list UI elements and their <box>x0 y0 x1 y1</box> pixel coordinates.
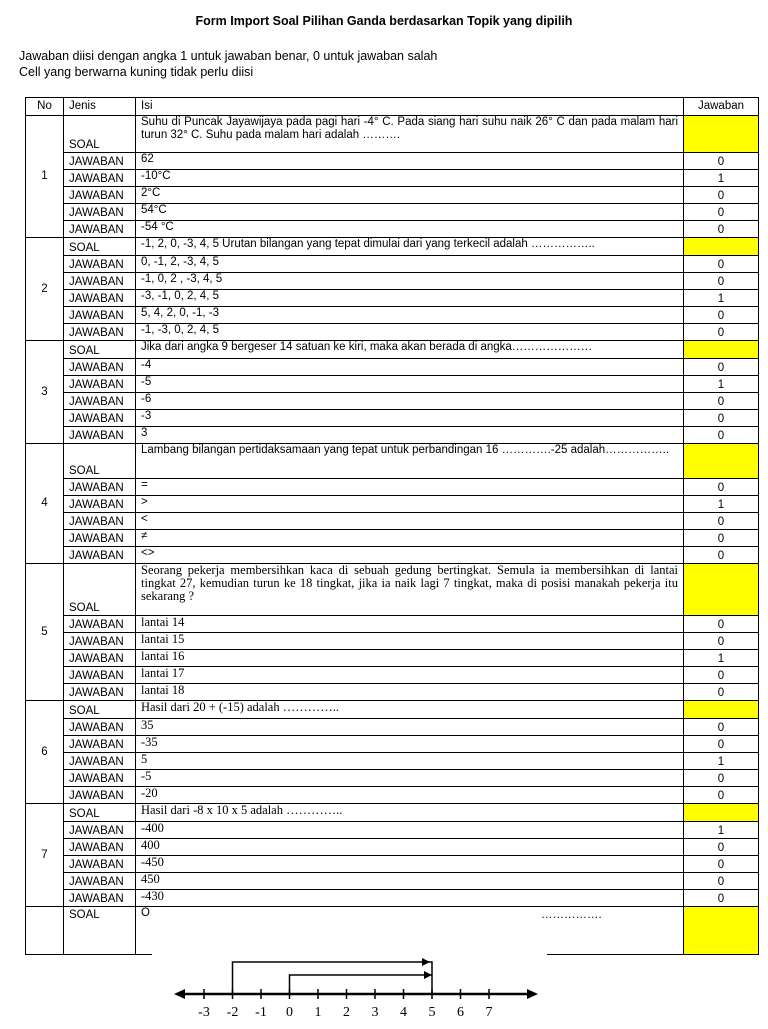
table-row <box>26 116 759 153</box>
answer-value[interactable]: 0 <box>684 547 759 564</box>
header-jenis: Jenis <box>64 98 136 116</box>
table-row <box>26 513 759 530</box>
answer-option-text[interactable]: > <box>136 496 684 513</box>
answer-option-text[interactable]: -430 <box>136 890 684 907</box>
table-row <box>26 341 759 359</box>
table-row <box>26 804 759 822</box>
table-row <box>26 170 759 187</box>
answer-value[interactable]: 0 <box>684 667 759 684</box>
axis-tick-label: 0 <box>286 1005 293 1020</box>
table-row <box>26 719 759 736</box>
table-row <box>26 667 759 684</box>
question-text-start: O <box>141 907 150 919</box>
row-type-label: JAWABAN <box>64 153 136 170</box>
table-row <box>26 359 759 376</box>
answer-option-text[interactable]: -5 <box>136 770 684 787</box>
answer-value[interactable]: 0 <box>684 856 759 873</box>
jump-arrowhead-inner <box>424 971 432 979</box>
header-no: No <box>26 98 64 116</box>
answer-option-text[interactable]: = <box>136 479 684 496</box>
row-type-label: JAWABAN <box>64 530 136 547</box>
answer-value[interactable]: 0 <box>684 513 759 530</box>
row-type-label: JAWABAN <box>64 667 136 684</box>
answer-option-text[interactable]: 5 <box>136 753 684 770</box>
answer-value[interactable]: 0 <box>684 633 759 650</box>
question-text[interactable]: Hasil dari -8 x 10 x 5 adalah ………….. <box>136 804 684 822</box>
question-text[interactable]: Jika dari angka 9 bergeser 14 satuan ke kiri, maka akan berada di angka………………… <box>136 341 684 359</box>
table-row <box>26 890 759 907</box>
answer-value[interactable]: 1 <box>684 290 759 307</box>
answer-option-text[interactable]: lantai 17 <box>136 667 684 684</box>
row-type-label: JAWABAN <box>64 856 136 873</box>
answer-option-text[interactable]: -54 °C <box>136 221 684 238</box>
axis-arrow-left <box>174 989 185 999</box>
answer-value[interactable]: 1 <box>684 376 759 393</box>
answer-cell-disabled <box>684 564 759 616</box>
table-row <box>26 736 759 753</box>
table-row <box>26 547 759 564</box>
row-type-label: SOAL <box>64 804 136 822</box>
table-row <box>26 787 759 804</box>
row-type-label: SOAL <box>64 444 136 479</box>
answer-option-text[interactable]: -20 <box>136 787 684 804</box>
answer-value[interactable]: 1 <box>684 496 759 513</box>
row-type-label: JAWABAN <box>64 307 136 324</box>
answer-option-text[interactable]: -3 <box>136 410 684 427</box>
table-row <box>26 650 759 667</box>
table-row <box>26 187 759 204</box>
answer-value[interactable]: 0 <box>684 204 759 221</box>
table-row <box>26 684 759 701</box>
row-type-label: JAWABAN <box>64 204 136 221</box>
question-number <box>26 907 64 955</box>
answer-option-text[interactable]: -1, 0, 2 , -3, 4, 5 <box>136 273 684 290</box>
jump-arrow-inner <box>290 975 433 994</box>
row-type-label: JAWABAN <box>64 890 136 907</box>
header-isi: Isi <box>136 98 684 116</box>
answer-value[interactable]: 0 <box>684 307 759 324</box>
row-type-label: JAWABAN <box>64 770 136 787</box>
row-type-label: SOAL <box>64 238 136 256</box>
answer-option-text[interactable]: -35 <box>136 736 684 753</box>
answer-value[interactable]: 0 <box>684 616 759 633</box>
instruction-line-1: Jawaban diisi dengan angka 1 untuk jawaban benar, 0 untuk jawaban salah <box>19 49 438 63</box>
answer-value[interactable]: 0 <box>684 393 759 410</box>
row-type-label: JAWABAN <box>64 479 136 496</box>
answer-value[interactable]: 0 <box>684 873 759 890</box>
table-row <box>26 273 759 290</box>
axis-arrow-right <box>527 989 538 999</box>
axis-tick-label: 7 <box>485 1005 493 1020</box>
instructions <box>19 48 437 80</box>
question-number: 6 <box>26 701 64 804</box>
question-table <box>25 97 759 955</box>
answer-option-text[interactable]: lantai 16 <box>136 650 684 667</box>
row-type-label: JAWABAN <box>64 547 136 564</box>
question-number: 3 <box>26 341 64 444</box>
answer-value[interactable]: 1 <box>684 822 759 839</box>
answer-value[interactable]: 0 <box>684 787 759 804</box>
row-type-label: JAWABAN <box>64 290 136 307</box>
answer-cell-disabled <box>684 907 759 955</box>
answer-option-text[interactable]: lantai 15 <box>136 633 684 650</box>
answer-option-text[interactable]: -1, -3, 0, 2, 4, 5 <box>136 324 684 341</box>
answer-value[interactable]: 0 <box>684 684 759 701</box>
table-row <box>26 633 759 650</box>
table-row <box>26 221 759 238</box>
axis-tick-label: -2 <box>226 1005 239 1020</box>
row-type-label: JAWABAN <box>64 787 136 804</box>
table-row <box>26 427 759 444</box>
answer-value[interactable]: 0 <box>684 427 759 444</box>
answer-option-text[interactable]: lantai 18 <box>136 684 684 701</box>
row-type-label: SOAL <box>64 907 136 955</box>
table-row <box>26 530 759 547</box>
answer-option-text[interactable]: -5 <box>136 376 684 393</box>
row-type-label: JAWABAN <box>64 393 136 410</box>
table-row <box>26 324 759 341</box>
answer-option-text[interactable]: 450 <box>136 873 684 890</box>
table-row <box>26 616 759 633</box>
number-line-figure <box>152 948 547 1024</box>
table-row <box>26 822 759 839</box>
row-type-label: JAWABAN <box>64 496 136 513</box>
row-type-label: JAWABAN <box>64 221 136 238</box>
table-row <box>26 256 759 273</box>
row-type-label: JAWABAN <box>64 273 136 290</box>
answer-option-text[interactable]: -10°C <box>136 170 684 187</box>
question-text[interactable]: Seorang pekerja membersihkan kaca di sebuah gedung bertingkat. Semula ia membersihkan di lantai tingkat 27, kemudian turun ke 18 tingkat, jika ia naik lagi 7 tingkat, maka di posisi manakah pekerja itu sekarang ? <box>136 564 684 616</box>
answer-cell-disabled <box>684 804 759 822</box>
answer-cell-disabled <box>684 341 759 359</box>
row-type-label: JAWABAN <box>64 839 136 856</box>
answer-value[interactable]: 0 <box>684 839 759 856</box>
row-type-label: SOAL <box>64 564 136 616</box>
row-type-label: JAWABAN <box>64 427 136 444</box>
axis-tick-label: -3 <box>198 1005 210 1020</box>
table-row <box>26 307 759 324</box>
question-number: 5 <box>26 564 64 701</box>
number-line-svg <box>152 948 547 1024</box>
answer-option-text[interactable]: 5, 4, 2, 0, -1, -3 <box>136 307 684 324</box>
answer-option-text[interactable]: -6 <box>136 393 684 410</box>
row-type-label: JAWABAN <box>64 187 136 204</box>
axis-tick-label: 5 <box>428 1005 436 1020</box>
row-type-label: JAWABAN <box>64 753 136 770</box>
answer-value[interactable]: 0 <box>684 324 759 341</box>
form-title: Form Import Soal Pilihan Ganda berdasarkan Topik yang dipilih <box>195 14 573 28</box>
table-row <box>26 444 759 479</box>
row-type-label: JAWABAN <box>64 376 136 393</box>
question-number: 1 <box>26 116 64 238</box>
answer-value[interactable]: 0 <box>684 530 759 547</box>
answer-cell-disabled <box>684 238 759 256</box>
answer-option-text[interactable]: lantai 14 <box>136 616 684 633</box>
answer-value[interactable]: 0 <box>684 187 759 204</box>
row-type-label: JAWABAN <box>64 719 136 736</box>
table-row <box>26 839 759 856</box>
answer-option-text[interactable]: -450 <box>136 856 684 873</box>
table-row <box>26 153 759 170</box>
answer-value[interactable]: 0 <box>684 719 759 736</box>
row-type-label: JAWABAN <box>64 170 136 187</box>
question-text[interactable]: Lambang bilangan pertidaksamaan yang tepat untuk perbandingan 16 ………….-25 adalah…………….. <box>136 444 684 479</box>
axis-tick-label: 3 <box>371 1005 379 1020</box>
header-jawaban: Jawaban <box>684 98 759 116</box>
answer-value[interactable]: 0 <box>684 736 759 753</box>
answer-option-text[interactable]: 400 <box>136 839 684 856</box>
table-row <box>26 564 759 616</box>
table-row <box>26 701 759 719</box>
axis-tick-label: 1 <box>314 1005 322 1020</box>
axis-tick-label: -1 <box>255 1005 267 1020</box>
table-row <box>26 496 759 513</box>
answer-value[interactable]: 1 <box>684 170 759 187</box>
question-text[interactable]: Hasil dari 20 + (-15) adalah ………….. <box>136 701 684 719</box>
row-type-label: SOAL <box>64 341 136 359</box>
jump-arrow-outer <box>233 962 433 994</box>
row-type-label: JAWABAN <box>64 410 136 427</box>
axis-tick-label: 2 <box>343 1005 350 1020</box>
answer-option-text[interactable]: 3 <box>136 427 684 444</box>
answer-value[interactable]: 1 <box>684 753 759 770</box>
question-number: 2 <box>26 238 64 341</box>
question-text-end: ……………. <box>541 909 602 921</box>
row-type-label: JAWABAN <box>64 513 136 530</box>
answer-option-text[interactable]: <> <box>136 547 684 564</box>
table-row <box>26 204 759 221</box>
answer-option-text[interactable]: ≠ <box>136 530 684 547</box>
table-row <box>26 393 759 410</box>
table-row <box>26 770 759 787</box>
answer-cell-disabled <box>684 116 759 153</box>
row-type-label: JAWABAN <box>64 359 136 376</box>
question-body <box>26 116 759 955</box>
answer-option-text[interactable]: -3, -1, 0, 2, 4, 5 <box>136 290 684 307</box>
row-type-label: JAWABAN <box>64 684 136 701</box>
answer-value[interactable]: 0 <box>684 153 759 170</box>
question-number: 4 <box>26 444 64 564</box>
answer-option-text[interactable]: -400 <box>136 822 684 839</box>
axis-tick-label: 4 <box>400 1005 407 1020</box>
row-type-label: JAWABAN <box>64 616 136 633</box>
answer-option-text[interactable]: 0, -1, 2, -3, 4, 5 <box>136 256 684 273</box>
row-type-label: JAWABAN <box>64 873 136 890</box>
instruction-line-2: Cell yang berwarna kuning tidak perlu diisi <box>19 65 254 79</box>
answer-option-text[interactable]: < <box>136 513 684 530</box>
table-row <box>26 873 759 890</box>
answer-value[interactable]: 0 <box>684 479 759 496</box>
answer-option-text[interactable]: 2°C <box>136 187 684 204</box>
answer-value[interactable]: 0 <box>684 256 759 273</box>
header-row <box>26 98 759 116</box>
table-row <box>26 410 759 427</box>
jump-arrowhead-outer <box>422 958 430 966</box>
row-type-label: SOAL <box>64 701 136 719</box>
table-row <box>26 479 759 496</box>
answer-value[interactable]: 0 <box>684 410 759 427</box>
row-type-label: JAWABAN <box>64 650 136 667</box>
table-row <box>26 238 759 256</box>
question-text[interactable]: -1, 2, 0, -3, 4, 5 Urutan bilangan yang tepat dimulai dari yang terkecil adalah …………….. <box>136 238 684 256</box>
answer-value[interactable]: 1 <box>684 650 759 667</box>
answer-value[interactable]: 0 <box>684 890 759 907</box>
table-row <box>26 753 759 770</box>
row-type-label: JAWABAN <box>64 256 136 273</box>
answer-value[interactable]: 0 <box>684 273 759 290</box>
row-type-label: JAWABAN <box>64 633 136 650</box>
row-type-label: SOAL <box>64 116 136 153</box>
table-row <box>26 290 759 307</box>
answer-option-text[interactable]: 54°C <box>136 204 684 221</box>
answer-value[interactable]: 0 <box>684 359 759 376</box>
row-type-label: JAWABAN <box>64 324 136 341</box>
axis-tick-label: 6 <box>457 1005 464 1020</box>
answer-value[interactable]: 0 <box>684 221 759 238</box>
answer-option-text[interactable]: 35 <box>136 719 684 736</box>
table-row <box>26 856 759 873</box>
question-text[interactable]: Suhu di Puncak Jayawijaya pada pagi hari -4° C. Pada siang hari suhu naik 26° C dan pada malam hari turun 32° C. Suhu pada malam hari adalah ………. <box>136 116 684 153</box>
answer-option-text[interactable]: -4 <box>136 359 684 376</box>
table-row <box>26 376 759 393</box>
row-type-label: JAWABAN <box>64 736 136 753</box>
row-type-label: JAWABAN <box>64 822 136 839</box>
answer-cell-disabled <box>684 444 759 479</box>
answer-value[interactable]: 0 <box>684 770 759 787</box>
answer-cell-disabled <box>684 701 759 719</box>
question-number: 7 <box>26 804 64 907</box>
answer-option-text[interactable]: 62 <box>136 153 684 170</box>
